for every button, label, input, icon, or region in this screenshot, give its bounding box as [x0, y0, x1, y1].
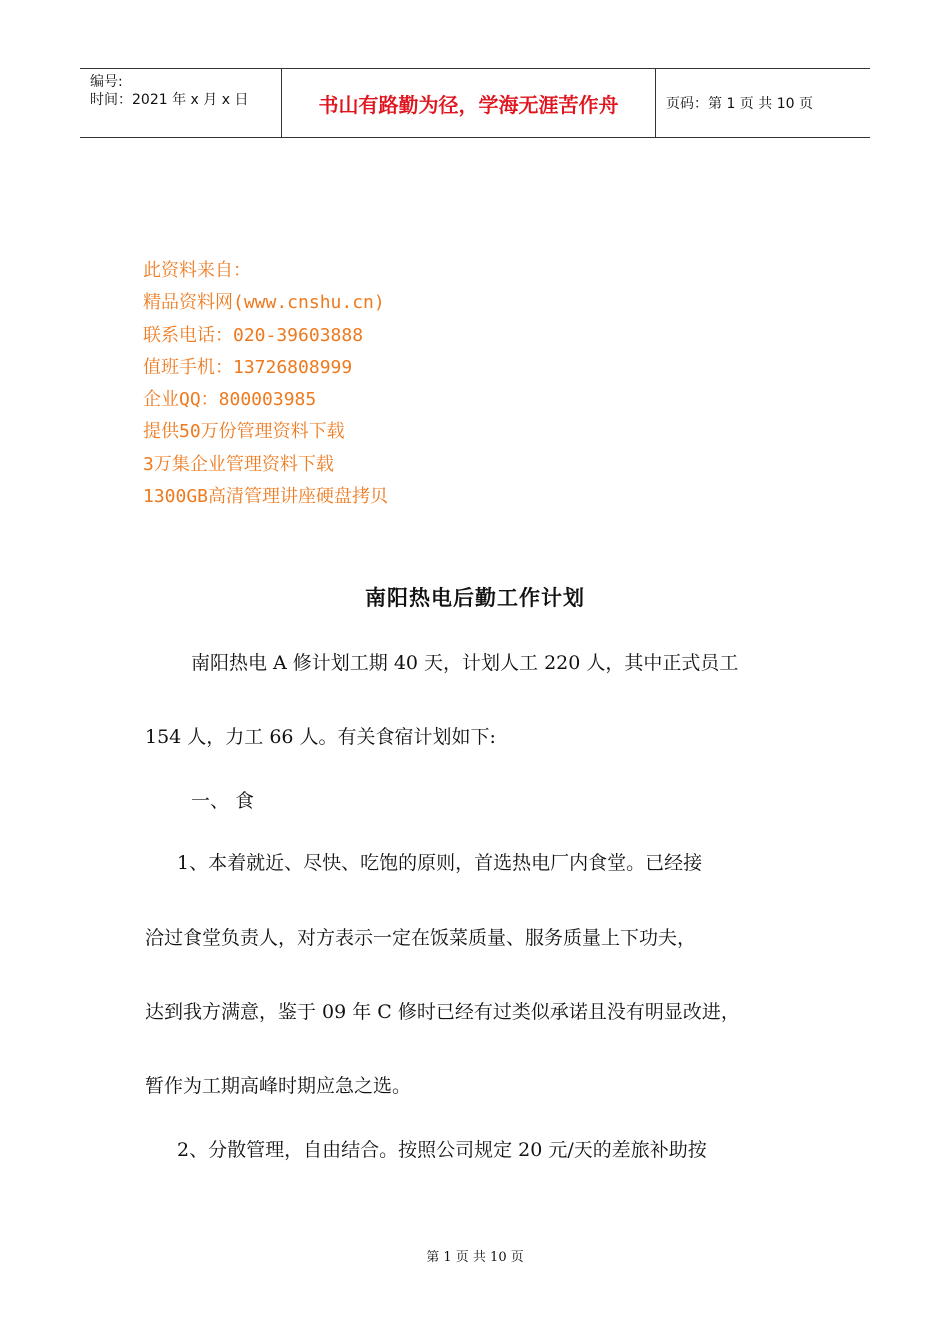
body-line: 洽过食堂负责人，对方表示一定在饭菜质量、服务质量上下功夫，: [145, 927, 697, 949]
header-motto: 书山有路勤为径，学海无涯苦作舟: [282, 69, 656, 137]
document-title: 南阳热电后勤工作计划: [365, 585, 585, 610]
source-line: 此资料来自：: [143, 260, 251, 281]
source-line: 精品资料网(www.cnshu.cn): [143, 292, 385, 314]
header-page-info: 页码：第 1 页 共 10 页: [666, 96, 813, 112]
time-label: 时间：2021 年 x 月 x 日: [90, 92, 249, 108]
body-line: 1、本着就近、尽快、吃饱的原则，首选热电厂内食堂。已经接: [177, 852, 703, 874]
source-line: 值班手机：13726808999: [143, 356, 353, 378]
source-line: 企业QQ：800003985: [143, 389, 317, 411]
body-line: 达到我方满意，鉴于 09 年 C 修时已经有过类似承诺且没有明显改进，: [145, 1001, 740, 1023]
header-meta: [80, 69, 282, 137]
body-line: 2、分散管理，自由结合。按照公司规定 20 元/天的差旅补助按: [177, 1139, 707, 1161]
source-line: 联系电话：020-39603888: [143, 324, 364, 346]
source-line: 1300GB高清管理讲座硬盘拷贝: [143, 486, 389, 508]
page-footer: 第 1 页 共 10 页: [426, 1250, 524, 1265]
source-line: 提供50万份管理资料下载: [143, 421, 345, 443]
code-label: 编号:: [90, 74, 123, 90]
body-line: 154 人，力工 66 人。有关食宿计划如下:: [145, 726, 496, 748]
source-info: [143, 255, 388, 513]
body-line: 暂作为工期高峰时期应急之选。: [145, 1075, 412, 1097]
page-header: [80, 68, 870, 138]
body-line: 南阳热电 A 修计划工期 40 天，计划人工 220 人，其中正式员工: [191, 652, 739, 674]
section-heading: 一、 食: [191, 790, 255, 812]
source-line: 3万集企业管理资料下载: [143, 453, 334, 475]
